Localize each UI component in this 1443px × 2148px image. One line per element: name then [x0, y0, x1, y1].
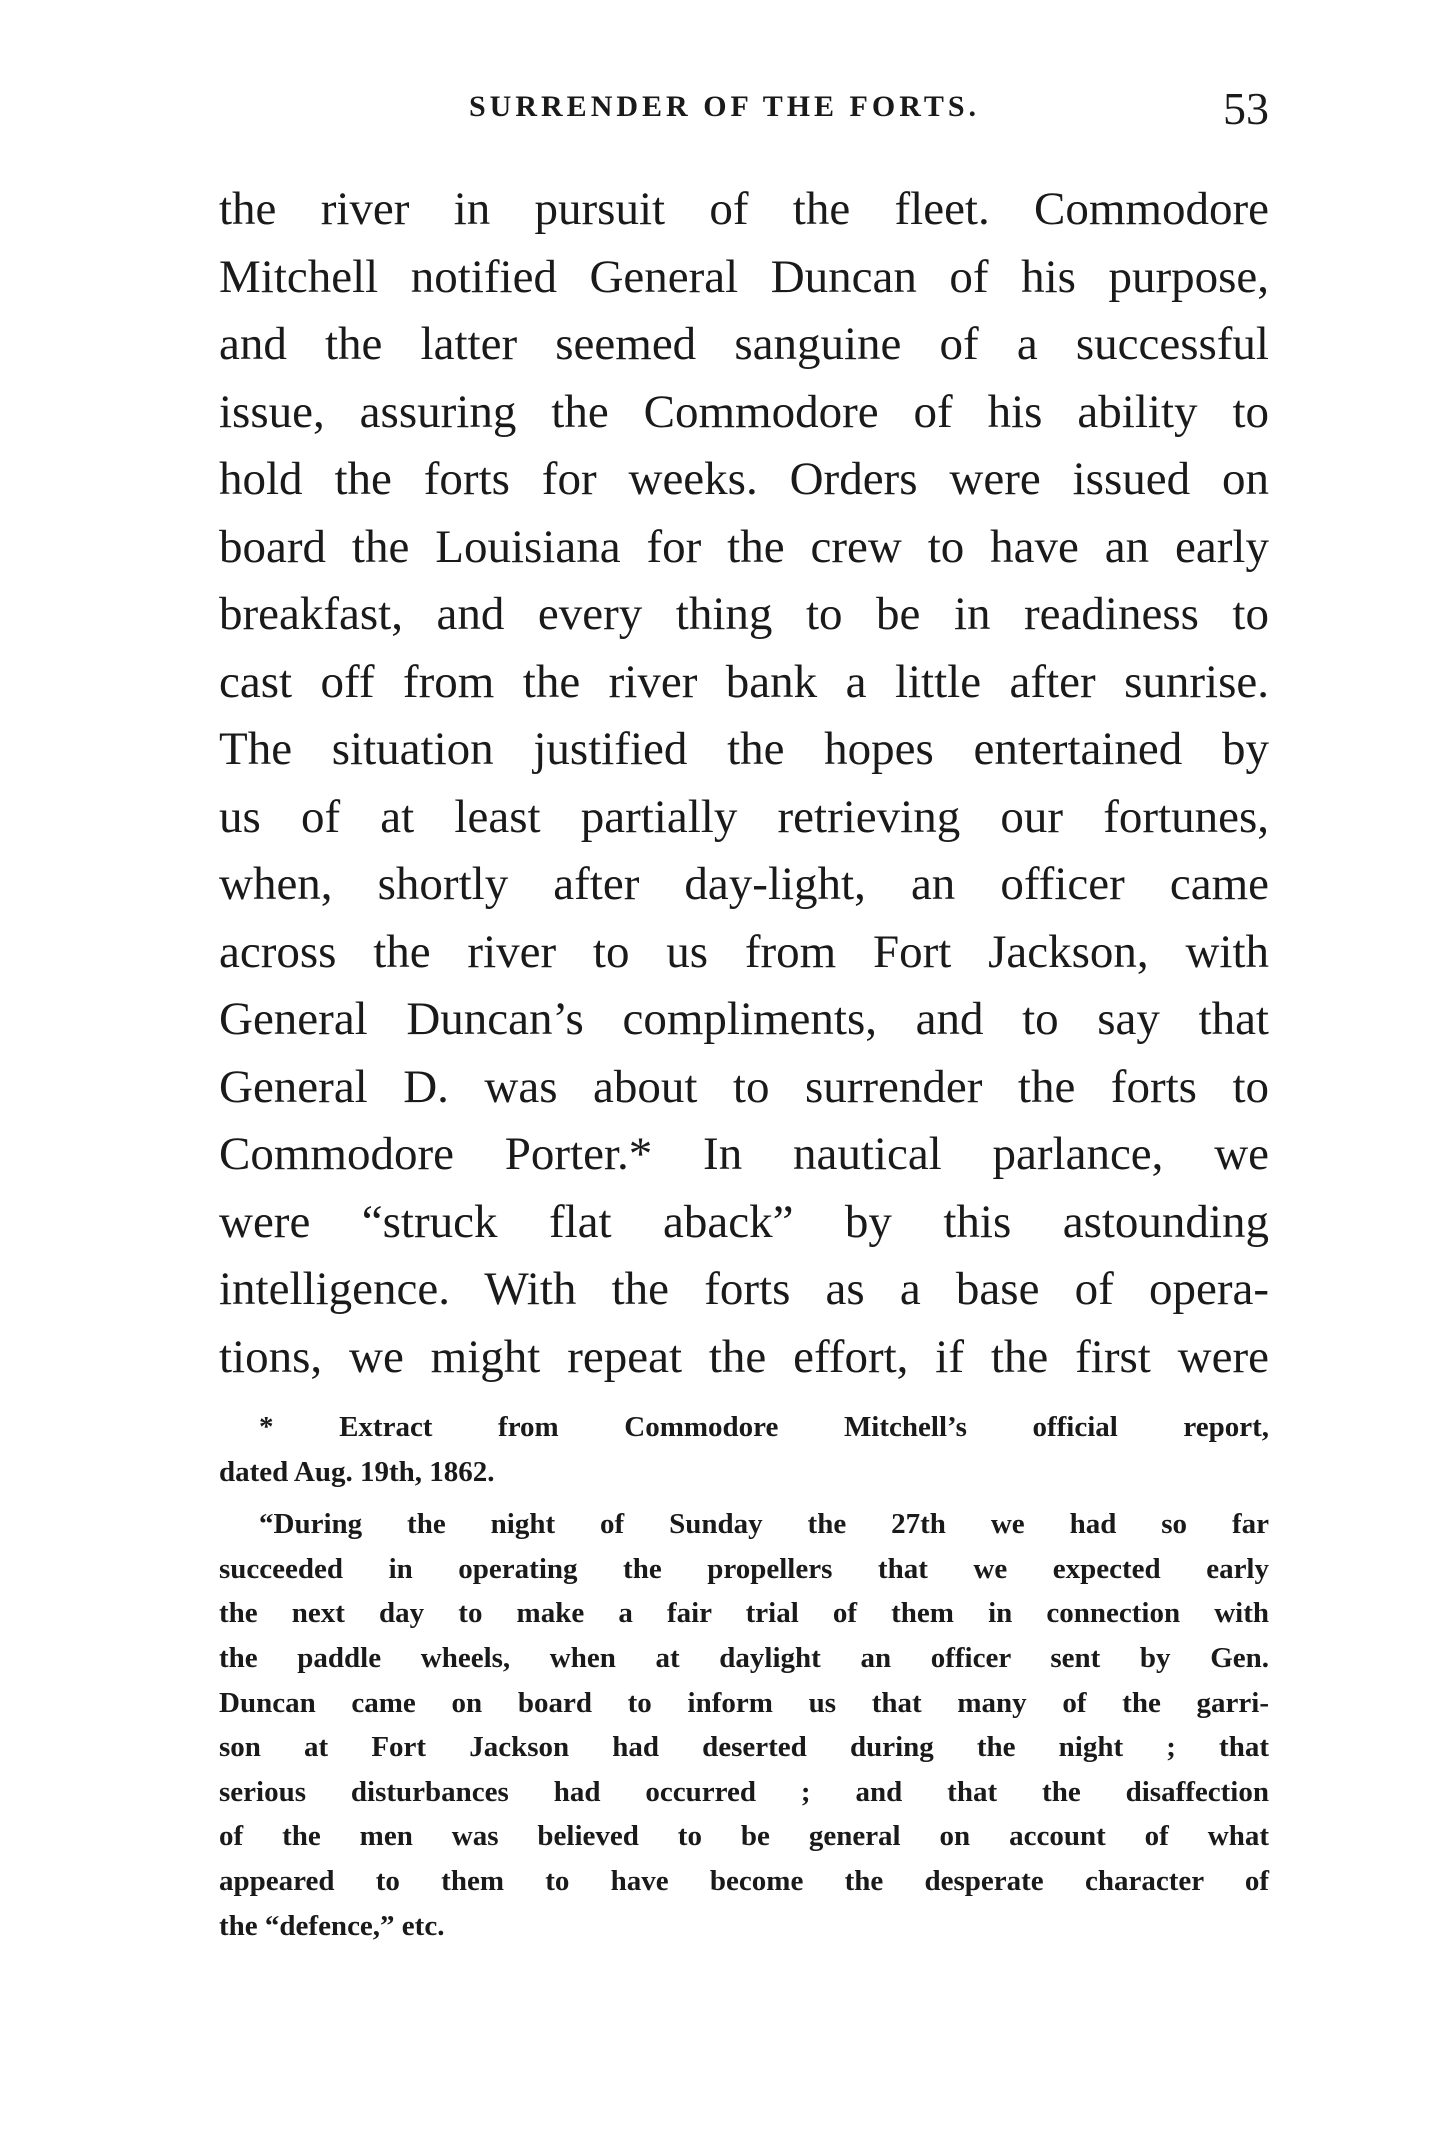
body-line: intelligence. With the forts as a base of opera-: [219, 1263, 1269, 1315]
body-line: General Duncan’s compliments, and to say that: [219, 993, 1269, 1045]
footnote-quote-line: the paddle wheels, when at daylight an officer sent by Gen.: [219, 1641, 1269, 1674]
body-line: issue, assuring the Commodore of his ability to: [219, 385, 1269, 438]
body-line: were “struck flat aback” by this astounding: [219, 1195, 1269, 1248]
body-line: tions, we might repeat the effort, if the first were: [219, 1330, 1269, 1383]
footnote-quote-line: the “defence,” etc.: [219, 1909, 445, 1942]
body-line: us of at least partially retrieving our fortunes,: [219, 790, 1269, 843]
body-line: hold the forts for weeks. Orders were issued on: [219, 453, 1269, 505]
footnote-intro-line: dated Aug. 19th, 1862.: [219, 1455, 495, 1488]
body-line: breakfast, and every thing to be in readiness to: [219, 588, 1269, 640]
page-number: 53: [1223, 83, 1269, 134]
body-line: the river in pursuit of the fleet. Commodore: [219, 183, 1269, 235]
footnote-quote-line: appeared to them to have become the desperate character of: [219, 1864, 1269, 1897]
footnote-quote-line: the next day to make a fair trial of them in connection with: [219, 1597, 1269, 1630]
footnote-quote-line: “During the night of Sunday the 27th we had so far: [259, 1508, 1269, 1541]
body-line: cast off from the river bank a little after sunrise.: [219, 655, 1269, 708]
body-line: when, shortly after day-light, an officer came: [219, 858, 1269, 910]
body-line: General D. was about to surrender the forts to: [219, 1060, 1269, 1113]
body-line: board the Louisiana for the crew to have an early: [219, 520, 1269, 573]
body-line: Commodore Porter.* In nautical parlance, we: [219, 1128, 1269, 1180]
body-line: The situation justified the hopes entertained by: [219, 723, 1269, 775]
body-line: across the river to us from Fort Jackson, with: [219, 925, 1269, 978]
body-line: Mitchell notified General Duncan of his purpose,: [219, 250, 1269, 303]
body-text: [219, 176, 1269, 1391]
footnote-intro-line: * Extract from Commodore Mitchell’s official report,: [259, 1411, 1269, 1443]
body-line: and the latter seemed sanguine of a successful: [219, 318, 1269, 370]
running-head: [219, 82, 1269, 132]
footnote-quote-line: son at Fort Jackson had deserted during the night ; that: [219, 1731, 1269, 1764]
footnote-quote-line: Duncan came on board to inform us that many of the garri-: [219, 1686, 1269, 1719]
footnote-quote-line: of the men was believed to be general on account of what: [219, 1820, 1269, 1853]
footnote-quote-line: succeeded in operating the propellers that we expected early: [219, 1552, 1269, 1585]
footnote-quote-line: serious disturbances had occurred ; and that the disaffection: [219, 1775, 1269, 1808]
footnote: [219, 1405, 1269, 1948]
running-title: SURRENDER OF THE FORTS.: [469, 90, 981, 123]
